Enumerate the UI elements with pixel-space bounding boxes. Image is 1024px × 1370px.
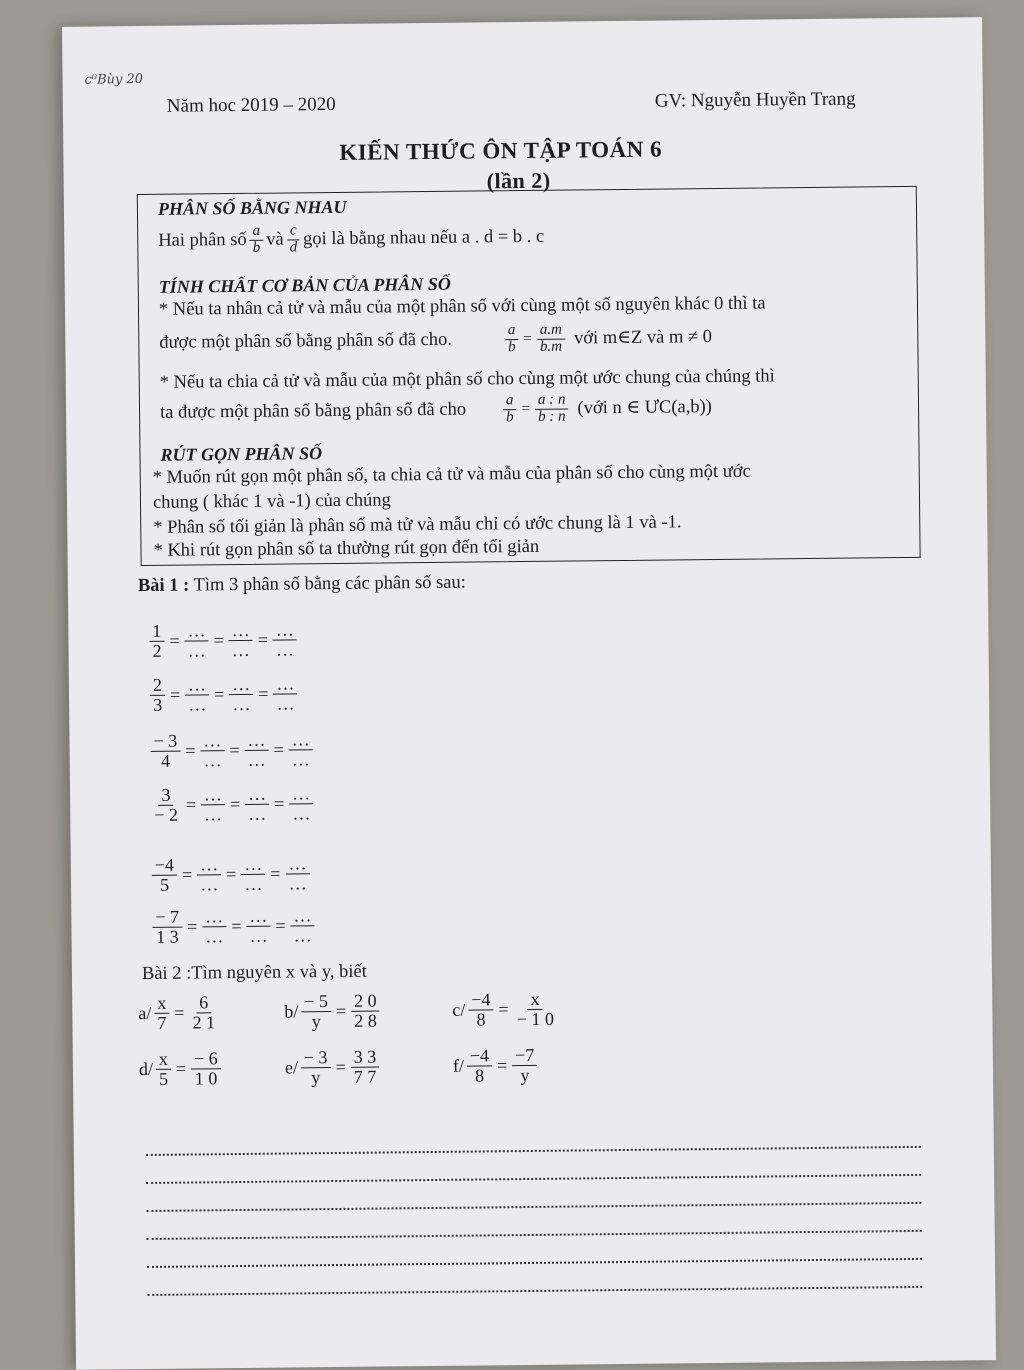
exercise-1-row bbox=[146, 620, 300, 660]
simplify-line-3: * Phân số tối giản là phân số mà tử và mẫu chỉ có ước chung là 1 và -1. bbox=[153, 512, 682, 538]
given-fraction: $\frac{2}{3}$ bbox=[150, 676, 165, 715]
equals-sign: = bbox=[273, 739, 284, 760]
blank-fraction[interactable]: $\frac{\dots}{\dots}$ bbox=[273, 620, 297, 659]
equals-sign: = bbox=[213, 630, 224, 651]
def-text-a: Hai phân số bbox=[158, 229, 247, 251]
def-and: và bbox=[266, 229, 284, 250]
page-title: KIẾN THỨC ÔN TẬP TOÁN 6 bbox=[339, 136, 663, 165]
equals-sign: = bbox=[185, 794, 197, 815]
simplify-line-1: * Muốn rút gọn một phân số, ta chia cả tử và mẫu của phân số cho cùng một ước bbox=[152, 461, 751, 488]
exercise-1-row bbox=[149, 906, 318, 947]
blank-fraction[interactable]: $\frac{\dots}{\dots}$ bbox=[290, 906, 314, 945]
blank-fraction[interactable]: $\frac{\dots}{\dots}$ bbox=[285, 854, 309, 893]
equation-e bbox=[285, 1048, 383, 1088]
equals-sign: = bbox=[175, 1058, 187, 1079]
exercise-1-prompt bbox=[138, 573, 466, 597]
equation-a bbox=[138, 993, 221, 1033]
equals-sign: = bbox=[335, 1000, 347, 1021]
blank-fraction[interactable]: $\frac{\dots}{\dots}$ bbox=[289, 784, 313, 823]
property-line-2: được một phân số bằng phân số đã cho. $\frac{a}{b}$ = $\frac{a.m}{b.m}$ với m∈Z và m ≠ 0 bbox=[159, 321, 713, 355]
equals-sign: = bbox=[496, 1055, 508, 1076]
property-line-3: * Nếu ta chia cả tử và mẫu của một phân số cho cùng một ước chung của chúng thì bbox=[159, 366, 775, 393]
equation-c bbox=[452, 990, 560, 1030]
equals-sign: = bbox=[187, 916, 198, 937]
left-fraction: $\frac{x}{5}$ bbox=[156, 1050, 171, 1089]
equals-sign: = bbox=[226, 863, 237, 885]
section-heading-simplify: RÚT GỌN PHÂN SỐ bbox=[160, 443, 323, 465]
answer-line[interactable] bbox=[147, 1258, 922, 1268]
equation-label: f/ bbox=[452, 1055, 465, 1076]
equals-sign: = bbox=[174, 1002, 185, 1023]
left-fraction: $\frac{- 3}{y}$ bbox=[301, 1048, 331, 1087]
right-fraction: $\frac{6}{2 1}$ bbox=[192, 992, 216, 1033]
left-fraction: $\frac{-4}{8}$ bbox=[468, 990, 494, 1029]
equals-sign: = bbox=[257, 629, 269, 650]
blank-fraction[interactable]: $\frac{\dots}{\dots}$ bbox=[202, 907, 226, 946]
given-fraction: $\frac{-4}{5}$ bbox=[152, 856, 178, 895]
fraction-a-over-b: $\frac{a}{b}$ bbox=[249, 224, 263, 257]
fraction-c-over-d: $\frac{c}{d}$ bbox=[286, 223, 300, 256]
blank-fraction[interactable]: $\frac{\dots}{\dots}$ bbox=[241, 855, 265, 894]
property-line-2-text: được một phân số bằng phân số đã cho. bbox=[159, 329, 453, 353]
blank-fraction[interactable]: $\frac{\dots}{\dots}$ bbox=[201, 785, 225, 824]
fraction-a-over-b: $\frac{a}{b}$ bbox=[505, 323, 519, 356]
equals-sign: = bbox=[274, 793, 285, 814]
teacher-name: GV: Nguyễn Huyền Trang bbox=[654, 88, 856, 112]
exercise-1-row bbox=[147, 674, 301, 714]
equation-label: c/ bbox=[452, 999, 466, 1020]
equals-sign: = bbox=[214, 684, 225, 705]
equals-sign: = bbox=[185, 740, 196, 761]
fraction-an-over-bn: $\frac{a : n}{b : n}$ bbox=[535, 393, 569, 426]
equals-sign: = bbox=[229, 739, 240, 760]
equation-label: b/ bbox=[284, 1001, 299, 1022]
equation-label: d/ bbox=[138, 1058, 154, 1079]
equals-sign: = bbox=[169, 684, 181, 705]
condition-n: (với n ∈ ƯC(a,b)) bbox=[577, 397, 713, 419]
equation-label: e/ bbox=[284, 1057, 299, 1078]
equation-f bbox=[453, 1046, 541, 1086]
left-fraction: $\frac{x}{7}$ bbox=[154, 994, 169, 1033]
fraction-am-over-bm: $\frac{a.m}{b.m}$ bbox=[537, 323, 565, 356]
blank-fraction[interactable]: $\frac{\dots}{\dots}$ bbox=[245, 785, 269, 824]
equals-sign: = bbox=[275, 915, 286, 936]
equals-sign: = bbox=[169, 630, 180, 651]
right-fraction: $\frac{3 3}{7 7}$ bbox=[351, 1048, 380, 1087]
right-fraction: $\frac{- 6}{1 0}$ bbox=[191, 1049, 221, 1088]
blank-fraction[interactable]: $\frac{\dots}{\dots}$ bbox=[289, 730, 313, 769]
property-line-4: ta được một phân số bằng phân số đã cho $\frac{a}{b}$ = $\frac{a : n}{b : n}$ (với n ∈ ƯC(a,b)) bbox=[159, 391, 713, 425]
given-fraction: $\frac{- 7}{1 3}$ bbox=[152, 908, 182, 947]
exercise-2-prompt: Bài 2 :Tìm nguyên x và y, biết bbox=[141, 961, 367, 985]
property-line-1: * Nếu ta nhân cả tử và mẫu của một phân số với cùng một số nguyên khác 0 thì ta bbox=[158, 293, 766, 320]
answer-line[interactable] bbox=[147, 1286, 922, 1296]
equals-sign: = bbox=[258, 683, 269, 704]
equal-fractions-definition bbox=[158, 221, 544, 258]
left-fraction: $\frac{- 5}{y}$ bbox=[301, 992, 331, 1031]
answer-lines bbox=[62, 17, 982, 27]
blank-fraction[interactable]: $\frac{\dots}{\dots}$ bbox=[244, 731, 268, 770]
simplify-line-2: chung ( khác 1 và -1) của chúng bbox=[152, 490, 391, 513]
property-line-4-text: ta được một phân số bằng phân số đã cho bbox=[159, 399, 467, 423]
blank-fraction[interactable]: $\frac{\dots}{\dots}$ bbox=[185, 675, 209, 714]
right-fraction: $\frac{x}{- 1 0}$ bbox=[516, 988, 555, 1029]
simplify-line-4: * Khi rút gọn phân số ta thường rút gọn đến tối giản bbox=[153, 536, 540, 561]
exercise-1-title: Bài 1 : bbox=[137, 575, 190, 597]
answer-line[interactable] bbox=[146, 1146, 921, 1156]
blank-fraction[interactable]: $\frac{\dots}{\dots}$ bbox=[273, 674, 297, 713]
section-heading-basic-property: TÍNH CHẤT CƠ BẢN CỦA PHÂN SỐ bbox=[158, 273, 451, 297]
given-fraction: $\frac{3}{- 2}$ bbox=[154, 784, 179, 825]
equals-sign: = bbox=[270, 863, 281, 884]
blank-fraction[interactable]: $\frac{\dots}{\dots}$ bbox=[229, 675, 253, 714]
school-year: Năm hoc 2019 – 2020 bbox=[166, 93, 336, 117]
equals-sign: = bbox=[231, 915, 242, 936]
fraction-a-over-b: $\frac{a}{b}$ bbox=[503, 393, 517, 426]
given-fraction: $\frac{- 3}{4}$ bbox=[150, 732, 180, 771]
equals-sign: = bbox=[335, 1056, 346, 1077]
def-text-b: gọi là bằng nhau nếu a . d = b . c bbox=[302, 226, 545, 250]
theory-box bbox=[137, 186, 921, 566]
equation-b bbox=[284, 992, 383, 1032]
left-fraction: $\frac{-4}{8}$ bbox=[467, 1046, 493, 1085]
page-subtitle: (lần 2) bbox=[486, 167, 551, 194]
handwritten-note: c⁰Bùy 20 bbox=[84, 71, 144, 88]
blank-fraction[interactable]: $\frac{\dots}{\dots}$ bbox=[197, 855, 221, 894]
exercise-1-row bbox=[147, 730, 316, 771]
blank-fraction[interactable]: $\frac{\dots}{\dots}$ bbox=[200, 731, 224, 770]
answer-line[interactable] bbox=[147, 1230, 922, 1240]
equals-sign: = bbox=[229, 793, 241, 814]
exercise-1-row bbox=[149, 854, 313, 894]
exercise-1-row bbox=[148, 784, 317, 825]
equals-sign: = bbox=[498, 999, 509, 1020]
given-fraction: $\frac{1}{2}$ bbox=[149, 622, 164, 661]
answer-line[interactable] bbox=[146, 1174, 921, 1184]
condition-m: với m∈Z và m ≠ 0 bbox=[573, 327, 713, 349]
right-fraction: $\frac{2 0}{2 8}$ bbox=[351, 992, 380, 1031]
right-fraction: $\frac{-7}{y}$ bbox=[512, 1046, 538, 1085]
section-heading-equal-fractions: PHÂN SỐ BẰNG NHAU bbox=[157, 196, 347, 219]
blank-fraction[interactable]: $\frac{\dots}{\dots}$ bbox=[246, 907, 270, 946]
exercise-1-text: Tìm 3 phân số bằng các phân số sau: bbox=[189, 572, 466, 596]
answer-line[interactable] bbox=[146, 1202, 921, 1212]
equation-d bbox=[139, 1049, 224, 1089]
equation-label: a/ bbox=[138, 1002, 152, 1023]
worksheet-page bbox=[62, 17, 996, 1370]
equals-sign: = bbox=[181, 864, 193, 885]
blank-fraction[interactable]: $\frac{\dots}{\dots}$ bbox=[184, 621, 208, 660]
blank-fraction[interactable]: $\frac{\dots}{\dots}$ bbox=[229, 621, 253, 660]
